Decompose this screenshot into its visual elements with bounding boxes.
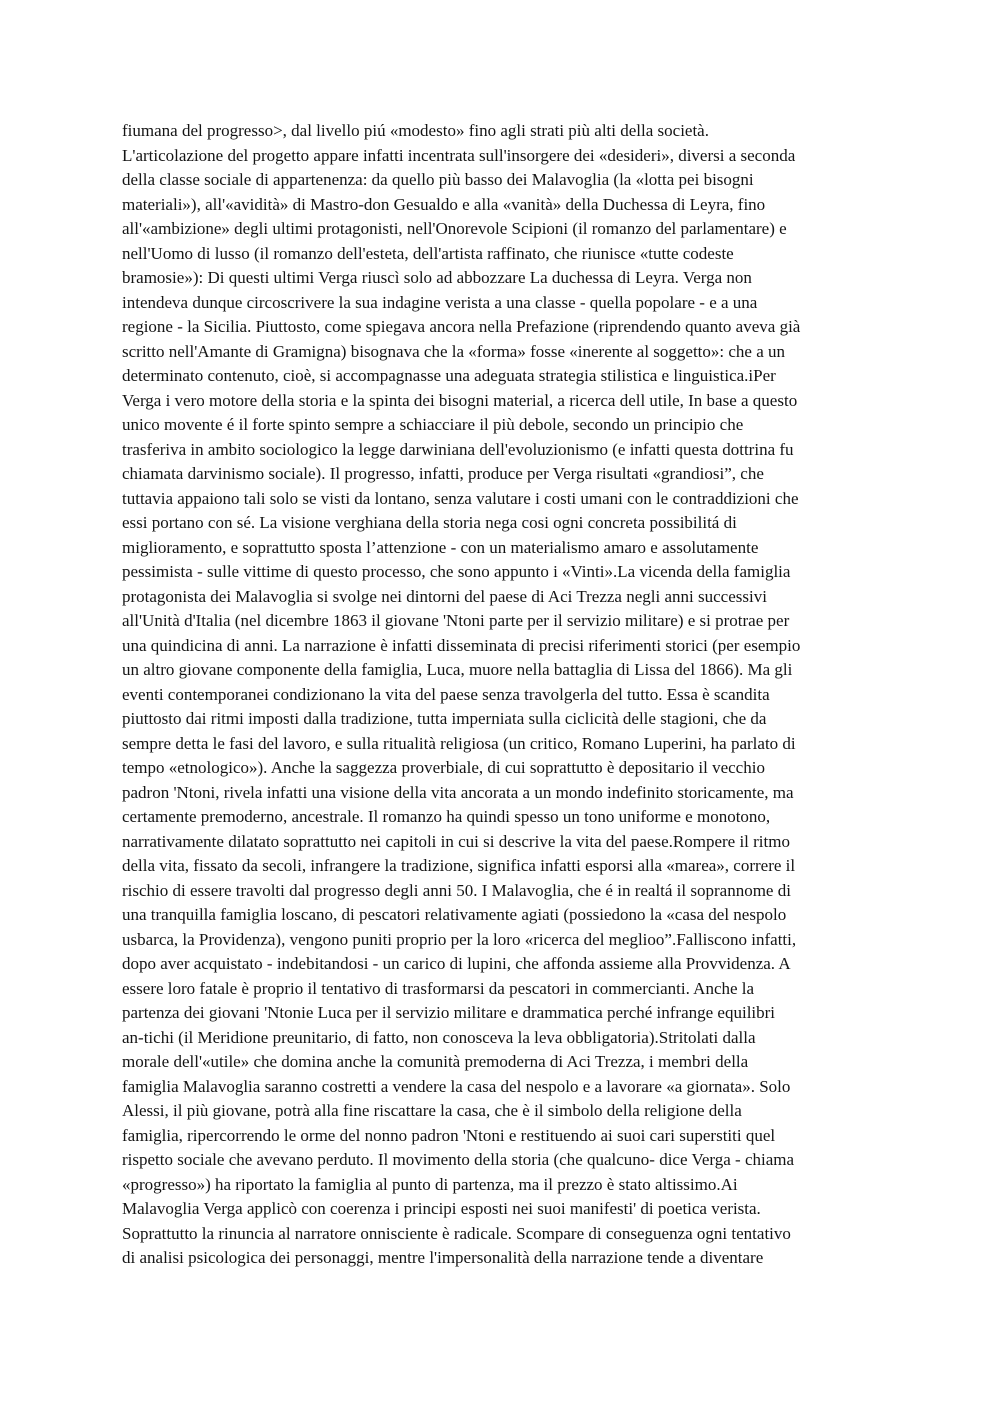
text-line: all'Unità d'Italia (nel dicembre 1863 il giovane 'Ntoni parte per il servizio militare) e si protrae per (122, 611, 790, 630)
text-line: an-tichi (il Meridione preunitario, di fatto, non conosceva la leva obbligatoria).Stritolati dalla (122, 1027, 756, 1047)
text-line: trasferiva in ambito sociologico la legge darwiniana dell'evoluzionismo (e infatti questa dottrina fu (122, 439, 794, 459)
text-line: materiali»), all'«avidità» di Mastro-don Gesualdo e alla «vanità» della Duchessa di Leyra, fino (122, 194, 766, 214)
text-line: rischio di essere travolti dal progresso degli anni 50. I Malavoglia, che é in realtá il soprannome di (122, 880, 791, 900)
text-line: partenza dei giovani 'Ntonie Luca per il servizio militare e drammatica perché infrange equilibri (122, 1003, 776, 1022)
text-line: un altro giovane componente della famiglia, Luca, muore nella battaglia di Lissa del 1866). Ma gli (122, 660, 793, 679)
text-line: protagonista dei Malavoglia si svolge nei dintorni del paese di Aci Trezza negli anni successivi (122, 586, 767, 606)
text-line: bramosie»): Di questi ultimi Verga riuscì solo ad abbozzare La duchessa di Leyra. Verga non (122, 268, 752, 287)
text-line: padron 'Ntoni, rivela infatti una visione della vita ancorata a un mondo indefinito storicamente, ma (122, 782, 794, 802)
text-line: di analisi psicologica dei personaggi, mentre l'impersonalità della narrazione tende a diventare (122, 1248, 764, 1267)
text-line: tuttavia appaiono tali solo se visti da lontano, senza valutare i costi umani con le contraddizioni che (122, 488, 799, 508)
text-line: dopo aver acquistato - indebitandosi - un carico di lupini, che affonda assieme alla Provvidenza. A (122, 954, 791, 973)
text-line: determinato contenuto, cioè, si accompagnasse una adeguata strategia stilistica e linguistica.iPer (122, 366, 776, 385)
text-line: certamente premoderno, ancestrale. Il romanzo ha quindi spesso un tono uniforme e monotono, (122, 807, 771, 826)
text-line: fiumana del progresso>, dal livello piú «modesto» fino agli strati più alti della società. (122, 121, 709, 140)
text-line: essi portano con sé. La visione verghiana della storia nega cosi ogni concreta possibilitá di (122, 513, 737, 532)
text-line: pessimista - sulle vittime di questo processo, che sono appunto i «Vinti».La vicenda della famiglia (122, 562, 791, 581)
text-line: Verga i vero motore della storia e la spinta dei bisogni material, a ricerca dell utile, In base a questo (122, 390, 798, 410)
text-line: sempre detta le fasi del lavoro, e sulla ritualità religiosa (un critico, Romano Luperini, ha parlato di (122, 733, 796, 753)
text-line: eventi contemporanei condizionano la vita del paese senza travolgerla del tutto. Essa è scandita (122, 684, 770, 704)
text-line: regione - la Sicilia. Piuttosto, come spiegava ancora nella Prefazione (riprendendo quanto aveva già (122, 317, 801, 336)
text-line: rispetto sociale che avevano perduto. Il movimento della storia (che qualcuno- dice Verga - chiama (122, 1150, 795, 1169)
text-line: della vita, fissato da secoli, infrangere la tradizione, significa infatti esporsi alla «marea», correre il (122, 856, 796, 875)
text-line: tempo «etnologico»). Anche la saggezza proverbiale, di cui soprattutto è depositario il vecchio (122, 758, 765, 777)
text-line: intendeva dunque circoscrivere la sua indagine verista a una classe - quella popolare - e a una (122, 292, 758, 312)
text-line: Soprattutto la rinuncia al narratore onnisciente è radicale. Scompare di conseguenza ogni tentativo (122, 1223, 791, 1243)
text-line: usbarca, la Providenza), vengono puniti proprio per la loro «ricerca del meglioo”.Falliscono infatti, (122, 929, 797, 949)
text-line: chiamata darvinismo sociale). Il progresso, infatti, produce per Verga risultati «grandiosi”, che (122, 464, 764, 483)
text-line: «progresso») ha riportato la famiglia al punto di partenza, ma il prezzo è stato altissimo.Ai (122, 1174, 738, 1194)
text-line: nell'Uomo di lusso (il romanzo dell'esteta, dell'artista raffinato, che riunisce «tutte codeste (122, 243, 734, 263)
text-line: una tranquilla famiglia loscano, di pescatori relativamente agiati (possiedono la «casa del nespolo (122, 905, 787, 924)
text-line: all'«ambizione» degli ultimi protagonisti, nell'Onorevole Scipioni (il romanzo del parlamentare) e (122, 219, 787, 238)
text-line: miglioramento, e soprattutto sposta l’attenzione - con un materialismo amaro e assolutamente (122, 537, 759, 557)
text-line: scritto nell'Amante di Gramigna) bisognava che la «forma» fosse «inerente al soggetto»: che a un (122, 341, 786, 361)
text-line: L'articolazione del progetto appare infatti incentrata sull'insorgere dei «desideri», diversi a seconda (122, 145, 796, 165)
text-line: morale dell'«utile» che domina anche la comunità premoderna di Aci Trezza, i membri della (122, 1052, 749, 1071)
text-line: essere loro fatale è proprio il tentativo di trasformarsi da pescatori in commercianti. Anche la (122, 978, 755, 998)
text-line: Malavoglia Verga applicò con coerenza i principi esposti nei suoi manifesti' di poetica verista. (122, 1199, 761, 1218)
text-line: della classe sociale di appartenenza: da quello più basso dei Malavoglia (la «lotta pei bisogni (122, 170, 754, 189)
text-line: unico movente é il forte spinto sempre a schiacciare il più debole, secondo un principio che (122, 415, 744, 434)
text-line: piuttosto dai ritmi imposti dalla tradizione, tutta imperniata sulla ciclicità delle stagioni, che da (122, 709, 767, 728)
body-text (122, 119, 892, 1271)
text-line: famiglia Malavoglia saranno costretti a vendere la casa del nespolo e a lavorare «a giornata». Solo (122, 1076, 791, 1096)
text-line: narrativamente dilatato soprattutto nei capitoli in cui si descrive la vita del paese.Rompere il ritmo (122, 831, 790, 851)
text-line: una quindicina di anni. La narrazione è infatti disseminata di precisi riferimenti storici (per esempio (122, 635, 801, 655)
text-line: famiglia, ripercorrendo le orme del nonno padron 'Ntoni e restituendo ai suoi cari superstiti quel (122, 1125, 776, 1145)
text-line: Alessi, il più giovane, potrà alla fine riscattare la casa, che è il simbolo della religione della (122, 1101, 742, 1120)
